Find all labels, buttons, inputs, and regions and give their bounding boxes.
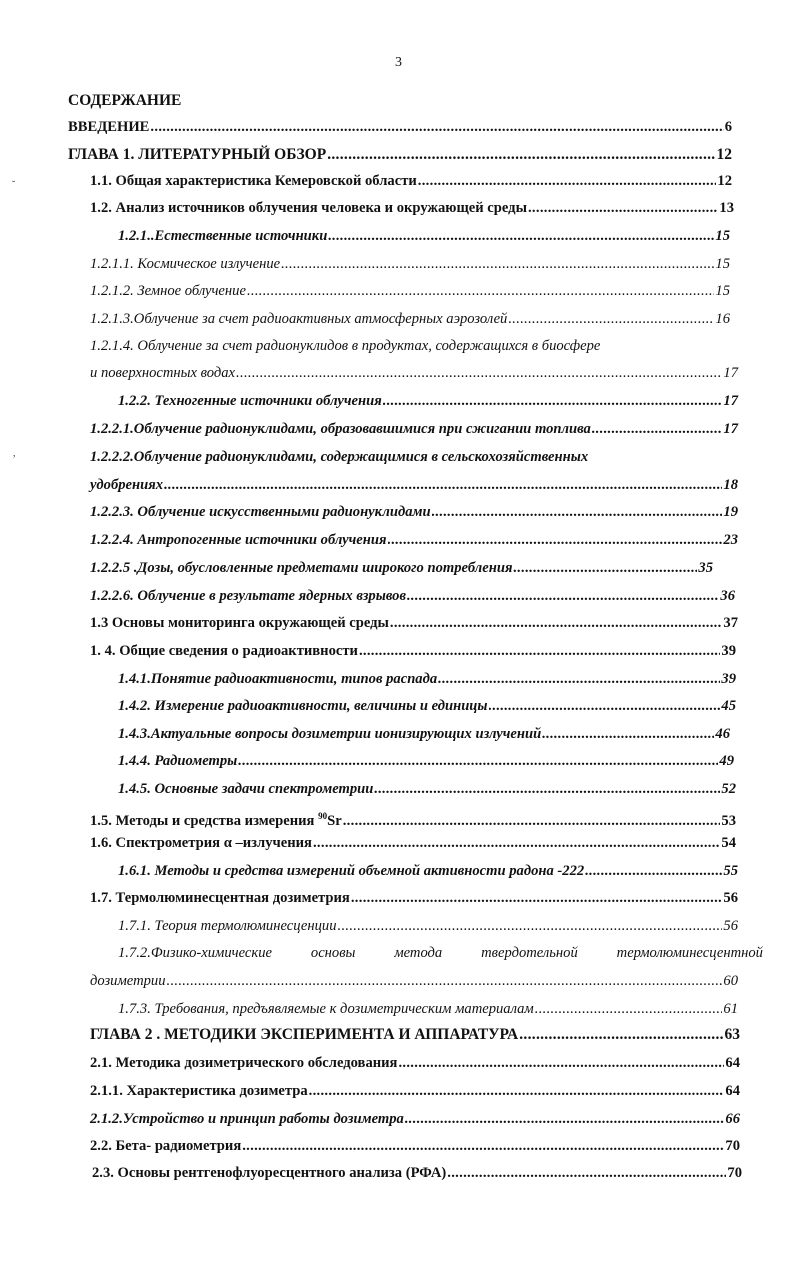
- toc-entry-page: 46: [715, 726, 730, 742]
- toc-entry-title: 1.2.2.3. Облучение искусственными радионуклидами: [90, 504, 431, 520]
- toc-entry-title: ВВЕДЕНИЕ: [68, 119, 150, 135]
- toc-entry-page: 56: [723, 890, 738, 906]
- toc-entry-page: 70: [727, 1165, 742, 1181]
- toc-entry-page: 17: [723, 393, 738, 409]
- toc-entry: [90, 199, 734, 217]
- toc-entry-page: 63: [724, 1026, 740, 1043]
- toc-word: твердотельной: [481, 945, 578, 961]
- toc-entry-title: 1.5. Методы и средства измерения: [90, 812, 315, 829]
- toc-title: СОДЕРЖАНИЕ: [68, 92, 182, 109]
- toc-entry-page: 61: [723, 1001, 738, 1017]
- toc-entry-page: 39: [721, 671, 736, 687]
- toc-entry-page: 56: [723, 918, 738, 934]
- toc-entry-title: 1.4.5. Основные задачи спектрометрии: [118, 781, 374, 797]
- toc-entry-page: 49: [719, 753, 734, 769]
- toc-entry: [90, 476, 738, 494]
- scan-mark: ,: [13, 448, 16, 459]
- toc-entry-title: 1.7. Термолюминесцентная дозиметрия: [90, 890, 350, 906]
- toc-entry-page: 70: [725, 1138, 740, 1154]
- toc-entry-title: и поверхностных водах: [90, 365, 236, 381]
- toc-word: термолюминесцентной: [616, 945, 763, 961]
- toc-entry-title: 1.2.2.6. Облучение в результате ядерных взрывов: [90, 588, 406, 604]
- toc-entry-title: 1.2.1.2. Земное облучение: [90, 283, 246, 299]
- toc-entry: [90, 1026, 740, 1044]
- toc-entry: [90, 614, 738, 632]
- toc-entry-page: 19: [723, 504, 738, 520]
- toc-entry: [90, 559, 713, 577]
- toc-entry-title: [118, 944, 763, 962]
- toc-entry-page: 60: [723, 973, 738, 989]
- toc-entry: [90, 1082, 740, 1100]
- toc-word: метода: [394, 945, 443, 961]
- toc-entry: [118, 227, 730, 245]
- toc-entry-title: 1.2.2.1.Облучение радионуклидами, образовавшимися при сжигании топлива: [90, 421, 591, 437]
- toc-entry: [90, 1054, 740, 1072]
- toc-entry-page: 35: [698, 560, 713, 576]
- toc-entry-page: 36: [720, 588, 735, 604]
- toc-entry-title: 1.4.4. Радиометры: [118, 753, 238, 769]
- toc-entry: [90, 364, 738, 382]
- toc-entry: [90, 310, 730, 328]
- toc-entry-title: 2.3. Основы рентгенофлуоресцентного анализа (РФА): [92, 1165, 447, 1181]
- toc-entry: [90, 834, 736, 852]
- toc-entry-title: ГЛАВА 1. ЛИТЕРАТУРНЫЙ ОБЗОР: [68, 146, 327, 163]
- toc-entry-title: удобрениях: [90, 477, 164, 493]
- toc-entry-title: 1.3 Основы мониторинга окружающей среды: [90, 615, 389, 631]
- toc-entry-page: 39: [721, 643, 736, 659]
- toc-entry-title: 2.1. Методика дозиметрического обследования: [90, 1055, 398, 1071]
- toc-entry-page: 53: [721, 812, 736, 829]
- toc-entry-page: 6: [724, 119, 732, 135]
- toc-entry-page: 64: [725, 1083, 740, 1099]
- toc-entry-title: 1.4.1.Понятие радиоактивности, типов распада: [118, 671, 438, 687]
- toc-entry-title: 1.2. Анализ источников облучения человека и окружающей среды: [90, 200, 527, 216]
- toc-entry: [90, 587, 735, 605]
- toc-entry-title: дозиметрии: [90, 973, 166, 989]
- toc-entry: [118, 392, 738, 410]
- toc-entry: [118, 917, 738, 935]
- toc-entry: [90, 1137, 740, 1155]
- toc-entry-page: 16: [715, 311, 730, 327]
- page-number: 3: [395, 55, 402, 70]
- toc-entry: [90, 172, 732, 190]
- toc-entry: [90, 889, 738, 907]
- toc-entry-page: 15: [715, 228, 730, 244]
- toc-entry: [92, 1164, 742, 1182]
- toc-entry: [118, 670, 736, 688]
- toc-entry-title: 2.1.2.Устройство и принцип работы дозиметра: [90, 1111, 404, 1127]
- toc-entry-page: 13: [719, 200, 734, 216]
- toc-entry-page: 66: [725, 1111, 740, 1127]
- isotope-mass-number: 90: [318, 811, 328, 821]
- toc-entry: [118, 1000, 738, 1018]
- toc-entry: [118, 725, 730, 743]
- toc-entry-page: 55: [723, 863, 738, 879]
- toc-entry: [118, 862, 738, 880]
- toc-entry: [90, 642, 736, 660]
- toc-entry-title: 1.7.1. Теория термолюминесценции: [118, 918, 337, 934]
- toc-entry: [118, 697, 736, 715]
- toc-entry-title: 1.2.2.4. Антропогенные источники облучения: [90, 532, 387, 548]
- toc-entry-page: 12: [717, 173, 732, 189]
- toc-entry: [90, 972, 738, 990]
- isotope-symbol: Sr: [327, 812, 342, 829]
- toc-entry-title: ГЛАВА 2 . МЕТОДИКИ ЭКСПЕРИМЕНТА И АППАРАТУРА: [90, 1026, 519, 1043]
- toc-entry-title: 2.2. Бета- радиометрия: [90, 1138, 242, 1154]
- toc-entry: [90, 255, 730, 273]
- toc-entry-page: 54: [721, 835, 736, 851]
- toc-word: основы: [310, 945, 356, 961]
- toc-entry-page: 17: [723, 365, 738, 381]
- toc-entry: [90, 420, 738, 438]
- toc-entry-page: 12: [716, 146, 732, 163]
- toc-entry-title: 1.4.2. Измерение радиоактивности, величины и единицы: [118, 698, 488, 714]
- toc-entry-title: 1.2.1..Естественные источники: [118, 228, 328, 244]
- toc-entry-page: 52: [721, 781, 736, 797]
- toc-entry: [118, 752, 734, 770]
- toc-entry-title: 1.2.1.3.Облучение за счет радиоактивных атмосферных аэрозолей: [90, 311, 508, 327]
- toc-entry: [90, 503, 738, 521]
- toc-entry-title: 1.2.2.2.Облучение радионуклидами, содержащимися в сельскохозяйственных: [90, 449, 589, 465]
- toc-entry-title: 2.1.1. Характеристика дозиметра: [90, 1083, 308, 1099]
- toc-entry-title: 1.6. Спектрометрия α –излучения: [90, 835, 312, 851]
- toc-entry-page: 15: [715, 256, 730, 272]
- toc-entry-title: 1.2.2. Техногенные источники облучения: [118, 393, 382, 409]
- toc-entry: [118, 780, 736, 798]
- toc-entry-page: 15: [715, 283, 730, 299]
- toc-entry: [68, 146, 732, 164]
- toc-entry-title: 1.2.1.1. Космическое излучение: [90, 256, 281, 272]
- toc-entry-title: 1. 4. Общие сведения о радиоактивности: [90, 643, 358, 659]
- toc-entry-title: 1.6.1. Методы и средства измерений объемной активности радона -222: [118, 863, 585, 879]
- toc-entry-title: 1.2.2.5 .Дозы, обусловленные предметами широкого потребления: [90, 560, 513, 576]
- toc-entry-title: 1.2.1.4. Облучение за счет радионуклидов в продуктах, содержащихся в биосфере: [90, 338, 601, 354]
- toc-entry: [90, 807, 736, 830]
- toc-entry: [90, 1110, 740, 1128]
- toc-entry-page: 64: [725, 1055, 740, 1071]
- toc-entry-page: 23: [723, 532, 738, 548]
- toc-entry-page: 45: [721, 698, 736, 714]
- toc-entry-title: 1.7.3. Требования, предъявляемые к дозиметрическим материалам: [118, 1001, 534, 1017]
- toc-entry-title: 1.1. Общая характеристика Кемеровской области: [90, 173, 417, 189]
- toc-word: 1.7.2.Физико-химические: [118, 945, 272, 961]
- toc-entry-page: 17: [723, 421, 738, 437]
- scan-mark: ˘: [12, 180, 16, 191]
- toc-entry-page: 18: [723, 477, 738, 493]
- toc-entry: [90, 531, 738, 549]
- toc-entry-title: 1.4.3.Актуальные вопросы дозиметрии ионизирующих излучений: [118, 726, 542, 742]
- toc-entry: [90, 282, 730, 300]
- toc-entry: [68, 118, 732, 136]
- toc-entry-page: 37: [723, 615, 738, 631]
